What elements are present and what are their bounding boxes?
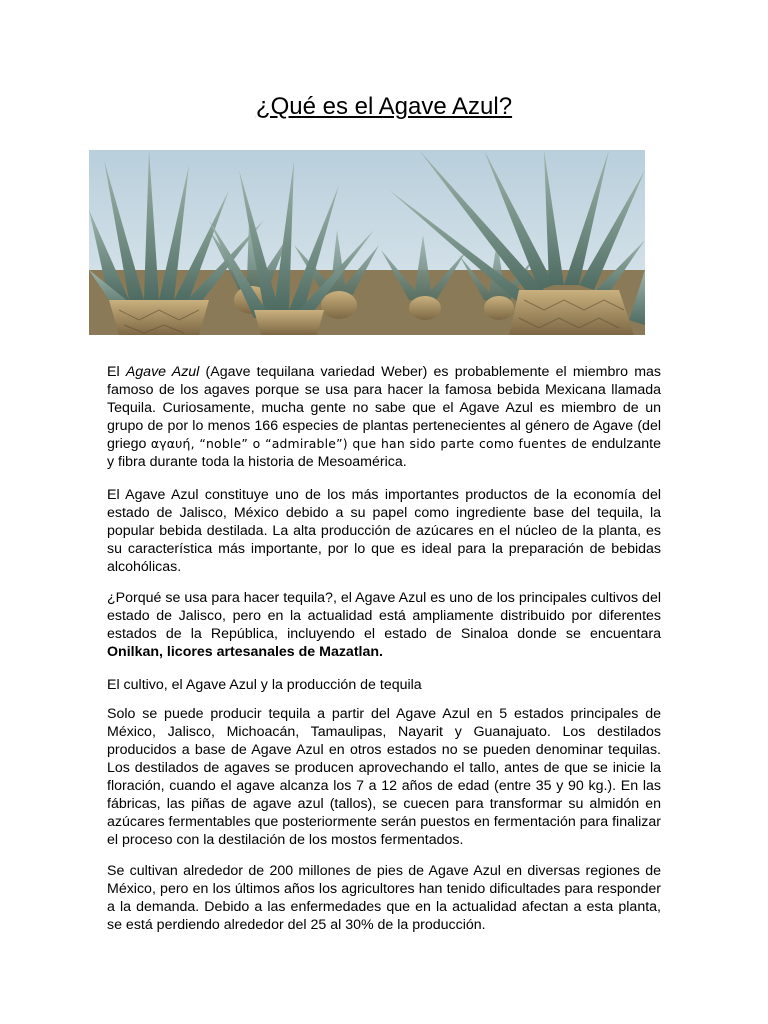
- p3-text: ¿Porqué se usa para hacer tequila?, el Agave Azul es uno de los principales cultivos del estado de Jalisco, pero en la actualidad está ampliamente distribuido por diferentes estados de la República, incluyendo el estado de Sinaloa donde se encuentara: [107, 590, 661, 642]
- section-heading-cultivo: El cultivo, el Agave Azul y la producción de tequila: [107, 677, 422, 693]
- paragraph-cultivation: Se cultivan alrededor de 200 millones de pies de Agave Azul en diversas regiones de México, pero en los últimos años los agricultores han tenido dificultades para responder a la demanda. Debido a las enfermedades que en la actualidad afectan a esta planta, se está perdiendo alrededor del 25 al 30% de la producción.: [107, 863, 661, 933]
- paragraph-production: Solo se puede producir tequila a partir del Agave Azul en 5 estados principales de México, Jalisco, Michoacán, Tamaulipas, Nayarit y Guanajuato. Los destilados producidos a base de Agave Azul en otros estados no se pueden denominar tequilas. Los destilados de agaves se producen aprovechando el tallo, antes de que se inicie la floración, cuando el agave alcanza los 7 a 12 años de edad (entre 35 y 90 kg.). En las fábricas, las piñas de agave azul (tallos), se cuecen para transformar su almidón en azúcares fermentables que posteriormente serán puestos en fermentación para finalizar el proceso con la destilación de los mostos fermentados.: [107, 706, 661, 848]
- agave-field-illustration: [89, 150, 645, 335]
- p1-greek-text: αγαυή, “noble” o “admirable”) que han sido parte como fuentes de: [150, 436, 588, 451]
- page-title: ¿Qué es el Agave Azul?: [255, 93, 513, 120]
- onilkan-bold: Onilkan, licores artesanales de Mazatlan.: [107, 644, 383, 660]
- paragraph-intro: [107, 363, 661, 471]
- paragraph-economy: El Agave Azul constituye uno de los más importantes productos de la economía del estado de Jalisco, México debido a su papel como ingrediente base del tequila, la popular bebida destilada. La alta producción de azúcares en el núcleo de la planta, es su característica más importante, por lo que es ideal para la preparación de bebidas alcohólicas.: [107, 487, 661, 575]
- p1-text-start: El: [107, 364, 126, 380]
- p1-text-middle: (Agave tequilana variedad Weber) es probablemente el miembro mas famoso de los agaves porque se usa para hacer la famosa bebida Mexicana llamada Tequila. Curiosamente, mucha gente no sabe que el Agave Azul es miembro de un grupo de por lo menos 166 especies de plantas pertenecientes al género de Agave (del griego: [107, 364, 661, 452]
- agave-azul-italic: Agave Azul: [125, 364, 200, 380]
- agave-field-photo: [89, 150, 645, 335]
- paragraph-why-tequila: [107, 589, 661, 661]
- p1-text-end: endulzante y fibra durante toda la historia de Mesoamérica.: [107, 436, 661, 470]
